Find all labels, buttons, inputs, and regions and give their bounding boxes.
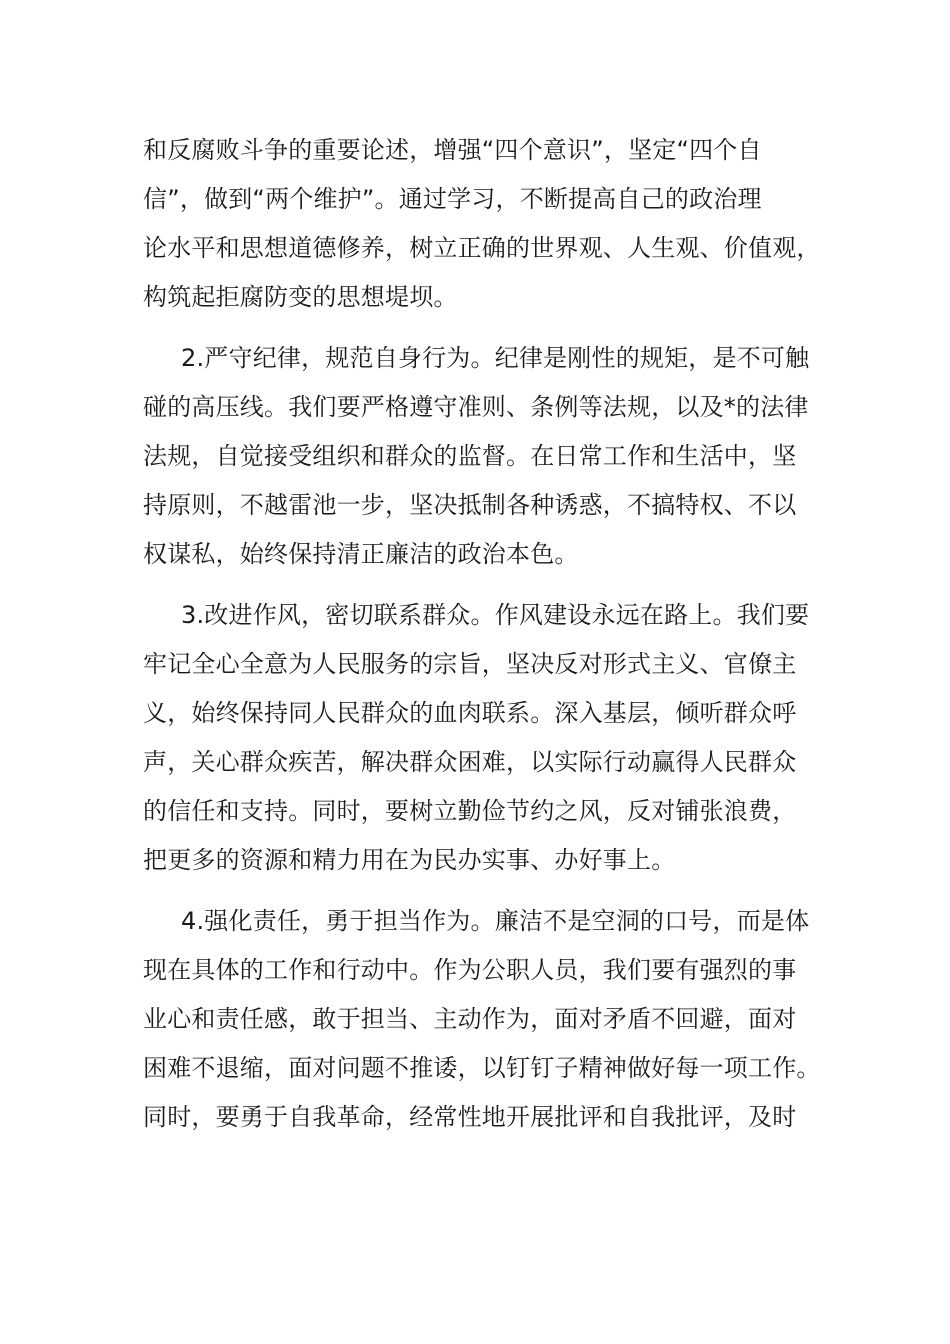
paragraph-spacer (143, 322, 823, 334)
text-line: 4.强化责任，勇于担当作为。廉洁不是空洞的口号，而是体 (181, 907, 810, 935)
text-line: 持原则，不越雷池一步，坚决抵制各种诱惑，不搞特权、不以 (143, 491, 797, 519)
paragraph-4 (143, 897, 823, 1142)
text-line: 信”，做到“两个维护”。通过学习，不断提高自己的政治理 (143, 185, 762, 213)
paragraph-3 (143, 591, 823, 885)
text-line: 同时，要勇于自我革命，经常性地开展批评和自我批评，及时 (143, 1103, 797, 1131)
text-line: 2.严守纪律，规范自身行为。纪律是刚性的规矩，是不可触 (181, 344, 810, 372)
text-line: 碰的高压线。我们要严格遵守准则、条例等法规，以及*的法律 (143, 393, 809, 421)
text-line: 3.改进作风，密切联系群众。作风建设永远在路上。我们要 (181, 601, 810, 629)
paragraph-spacer (143, 885, 823, 897)
text-line: 和反腐败斗争的重要论述，增强“四个意识”，坚定“四个自 (143, 136, 762, 164)
text-line: 困难不退缩，面对问题不推诿，以钉钉子精神做好每一项工作。 (143, 1054, 821, 1082)
document-body (143, 126, 823, 1142)
text-line: 业心和责任感，敢于担当、主动作为，面对矛盾不回避，面对 (143, 1005, 797, 1033)
text-line: 的信任和支持。同时，要树立勤俭节约之风，反对铺张浪费， (143, 797, 797, 825)
text-line: 现在具体的工作和行动中。作为公职人员，我们要有强烈的事 (143, 956, 797, 984)
text-line: 法规，自觉接受组织和群众的监督。在日常工作和生活中，坚 (143, 442, 797, 470)
text-line: 声，关心群众疾苦，解决群众困难，以实际行动赢得人民群众 (143, 748, 797, 776)
text-line: 权谋私，始终保持清正廉洁的政治本色。 (143, 540, 579, 568)
paragraph-2 (143, 334, 823, 579)
text-line: 把更多的资源和精力用在为民办实事、办好事上。 (143, 846, 676, 874)
paragraph-spacer (143, 579, 823, 591)
text-line: 牢记全心全意为人民服务的宗旨，坚决反对形式主义、官僚主 (143, 650, 797, 678)
text-line: 论水平和思想道德修养，树立正确的世界观、人生观、价值观， (143, 234, 821, 262)
paragraph-1 (143, 126, 823, 322)
text-line: 义，始终保持同人民群众的血肉联系。深入基层，倾听群众呼 (143, 699, 797, 727)
text-line: 构筑起拒腐防变的思想堤坝。 (143, 283, 458, 311)
